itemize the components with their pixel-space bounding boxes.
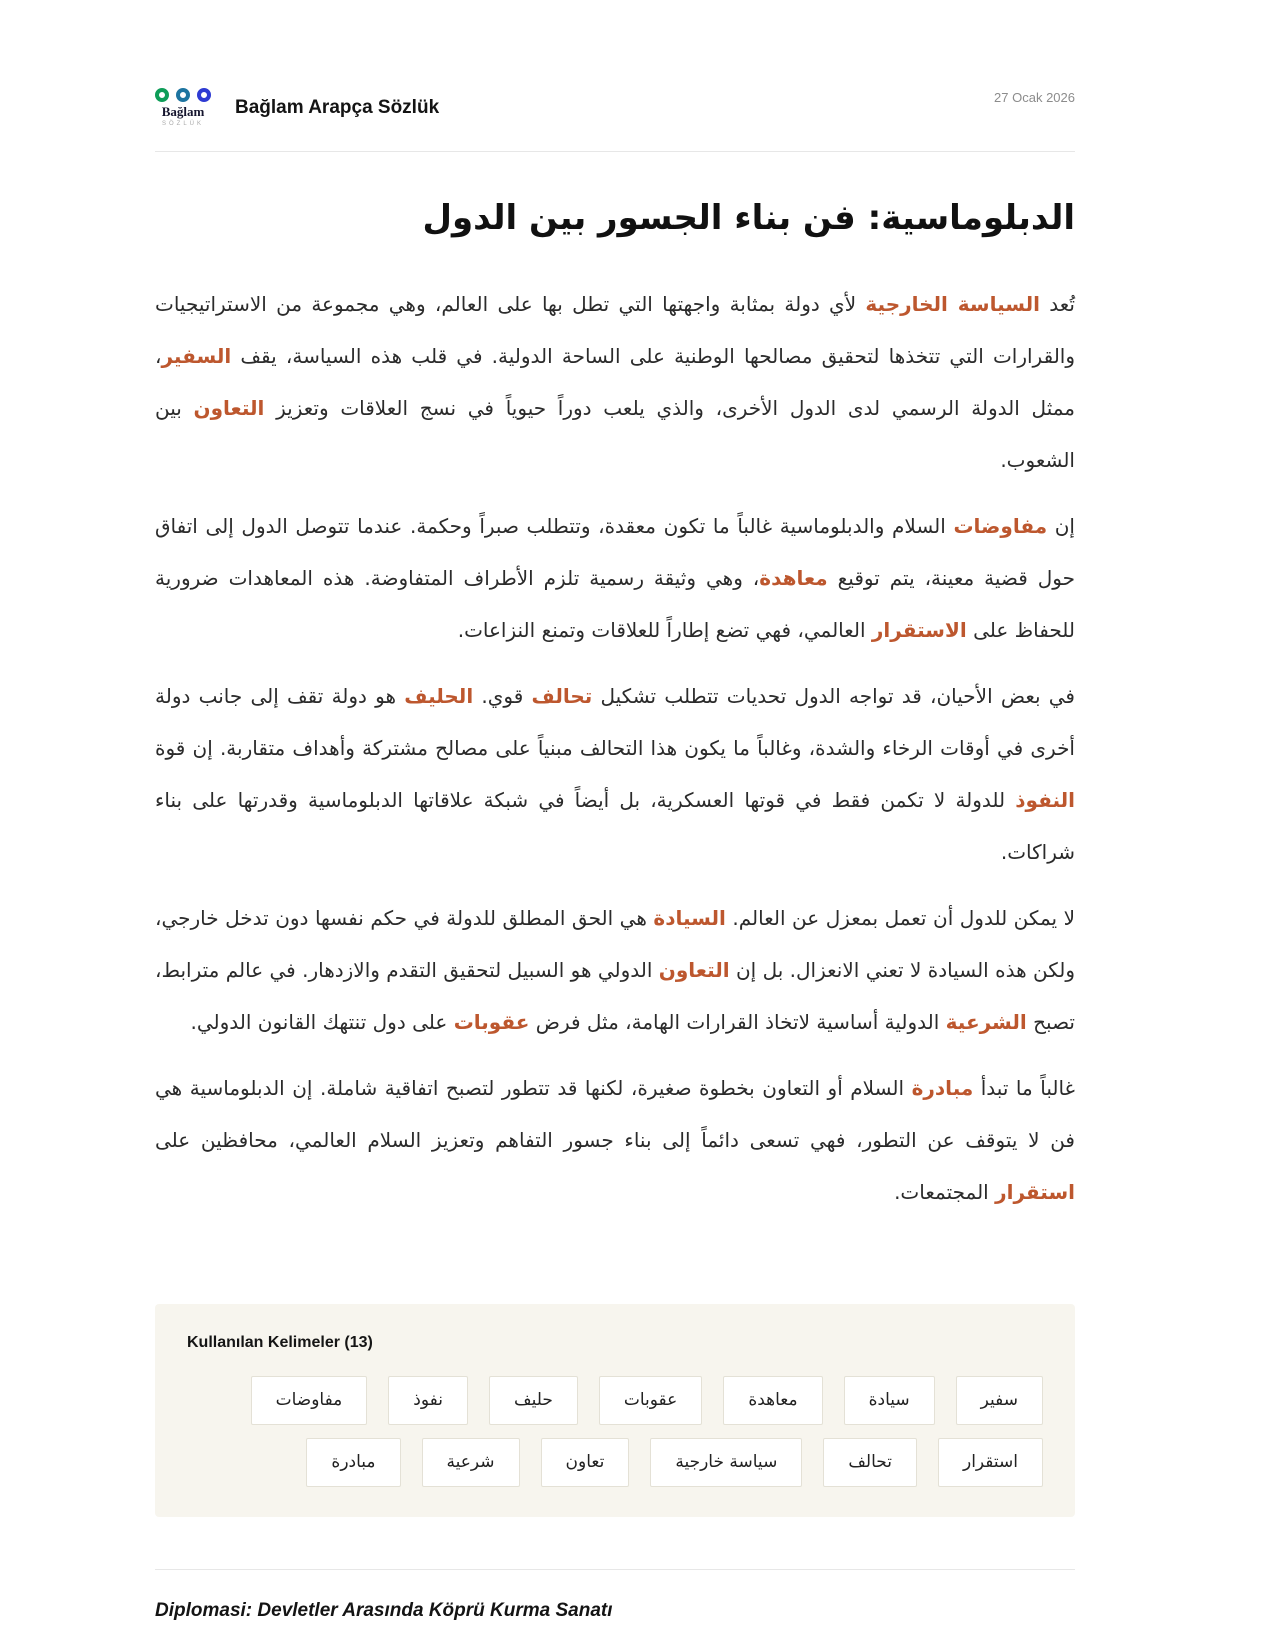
app-title: Bağlam Arapça Sözlük bbox=[235, 96, 440, 118]
footer-divider bbox=[155, 1569, 1075, 1570]
document-date: 27 Ocak 2026 bbox=[994, 90, 1075, 105]
logo-sub-text: SÖZLÜK bbox=[161, 121, 204, 127]
logo-brand-text: Bağlam bbox=[161, 104, 205, 119]
word-chip[interactable]: تعاون bbox=[541, 1438, 630, 1487]
turkish-translation-title: Diplomasi: Devletler Arasında Köprü Kurma Sanatı bbox=[155, 1600, 613, 1621]
highlighted-word: التعاون bbox=[193, 396, 265, 420]
article-paragraph: في بعض الأحيان، قد تواجه الدول تحديات تتطلب تشكيل تحالف قوي. الحليف هو دولة تقف إلى جانب دولة أخرى في أوقات الرخاء والشدة، وغالباً ما يكون هذا التحالف مبنياً على مصالح مشتركة وأهداف متقاربة. إن قوة النفوذ للدولة لا تكمن فقط في قوتها العسكرية، بل أيضاً في شبكة علاقاتها الدبلوماسية وقدرتها على بناء شراكات. bbox=[155, 684, 1075, 864]
word-chip[interactable]: مبادرة bbox=[306, 1438, 400, 1487]
logo-ring-green-icon bbox=[155, 88, 169, 102]
header-divider bbox=[155, 151, 1075, 152]
article-paragraph: غالباً ما تبدأ مبادرة السلام أو التعاون بخطوة صغيرة، لكنها قد تتطور لتصبح اتفاقية شاملة. إن الدبلوماسية هي فن لا يتوقف عن التطور، فهي تسعى دائماً إلى بناء جسور التفاهم وتعزيز السلام العالمي، محافظين على استقرار المجتمعات. bbox=[155, 1076, 1075, 1204]
word-chip[interactable]: سياسة خارجية bbox=[650, 1438, 802, 1487]
used-words-panel bbox=[155, 1304, 1075, 1517]
logo-rings-icon bbox=[155, 88, 211, 102]
word-chip[interactable]: حليف bbox=[489, 1376, 578, 1425]
highlighted-word: الشرعية bbox=[945, 1010, 1027, 1034]
logo-ring-blue-icon bbox=[197, 88, 211, 102]
app-logo bbox=[155, 88, 211, 127]
word-chip[interactable]: مفاوضات bbox=[251, 1376, 368, 1425]
logo-ring-teal-icon bbox=[176, 88, 190, 102]
article-body bbox=[155, 278, 1075, 1218]
highlighted-word: معاهدة bbox=[759, 566, 828, 590]
highlighted-word: تحالف bbox=[531, 684, 593, 708]
word-chip-list bbox=[187, 1376, 1043, 1487]
used-words-heading: Kullanılan Kelimeler (13) bbox=[187, 1334, 373, 1351]
word-chip[interactable]: تحالف bbox=[823, 1438, 917, 1487]
article-paragraph: تُعد السياسة الخارجية لأي دولة بمثابة واجهتها التي تطل بها على العالم، وهي مجموعة من الاستراتيجيات والقرارات التي تتخذها لتحقيق مصالحها الوطنية على الساحة الدولية. في قلب هذه السياسة، يقف السفير، ممثل الدولة الرسمي لدى الدول الأخرى، والذي يلعب دوراً حيوياً في نسج العلاقات وتعزيز التعاون بين الشعوب. bbox=[155, 292, 1075, 472]
word-chip[interactable]: عقوبات bbox=[599, 1376, 702, 1425]
article bbox=[155, 198, 1075, 1218]
page-header bbox=[155, 88, 1075, 127]
document-page bbox=[155, 0, 1075, 1622]
word-chip[interactable]: معاهدة bbox=[723, 1376, 822, 1425]
article-paragraph: إن مفاوضات السلام والدبلوماسية غالباً ما تكون معقدة، وتتطلب صبراً وحكمة. عندما تتوصل الدول إلى اتفاق حول قضية معينة، يتم توقيع معاهدة، وهي وثيقة رسمية تلزم الأطراف المتفاوضة. هذه المعاهدات ضرورية للحفاظ على الاستقرار العالمي، فهي تضع إطاراً للعلاقات وتمنع النزاعات. bbox=[155, 514, 1075, 642]
highlighted-word: السيادة bbox=[653, 906, 726, 930]
word-chip[interactable]: شرعية bbox=[422, 1438, 520, 1487]
word-chip[interactable]: سيادة bbox=[844, 1376, 935, 1425]
word-chip[interactable]: نفوذ bbox=[388, 1376, 468, 1425]
word-chip[interactable]: استقرار bbox=[938, 1438, 1043, 1487]
article-paragraph: لا يمكن للدول أن تعمل بمعزل عن العالم. السيادة هي الحق المطلق للدولة في حكم نفسها دون تدخل خارجي، ولكن هذه السيادة لا تعني الانعزال. بل إن التعاون الدولي هو السبيل لتحقيق التقدم والازدهار. في عالم مترابط، تصبح الشرعية الدولية أساسية لاتخاذ القرارات الهامة، مثل فرض عقوبات على دول تنتهك القانون الدولي. bbox=[155, 906, 1076, 1034]
highlighted-word: استقرار bbox=[995, 1180, 1075, 1204]
highlighted-word: مبادرة bbox=[911, 1076, 974, 1100]
word-chip[interactable]: سفير bbox=[956, 1376, 1043, 1425]
highlighted-word: مفاوضات bbox=[953, 514, 1048, 538]
highlighted-word: النفوذ bbox=[1015, 788, 1075, 812]
highlighted-word: السفير bbox=[161, 344, 232, 368]
highlighted-word: الحليف bbox=[404, 684, 474, 708]
highlighted-word: السياسة الخارجية bbox=[865, 292, 1040, 316]
highlighted-word: عقوبات bbox=[453, 1010, 530, 1034]
highlighted-word: التعاون bbox=[658, 958, 730, 982]
article-title: الدبلوماسية: فن بناء الجسور بين الدول bbox=[422, 198, 1075, 238]
highlighted-word: الاستقرار bbox=[871, 618, 967, 642]
